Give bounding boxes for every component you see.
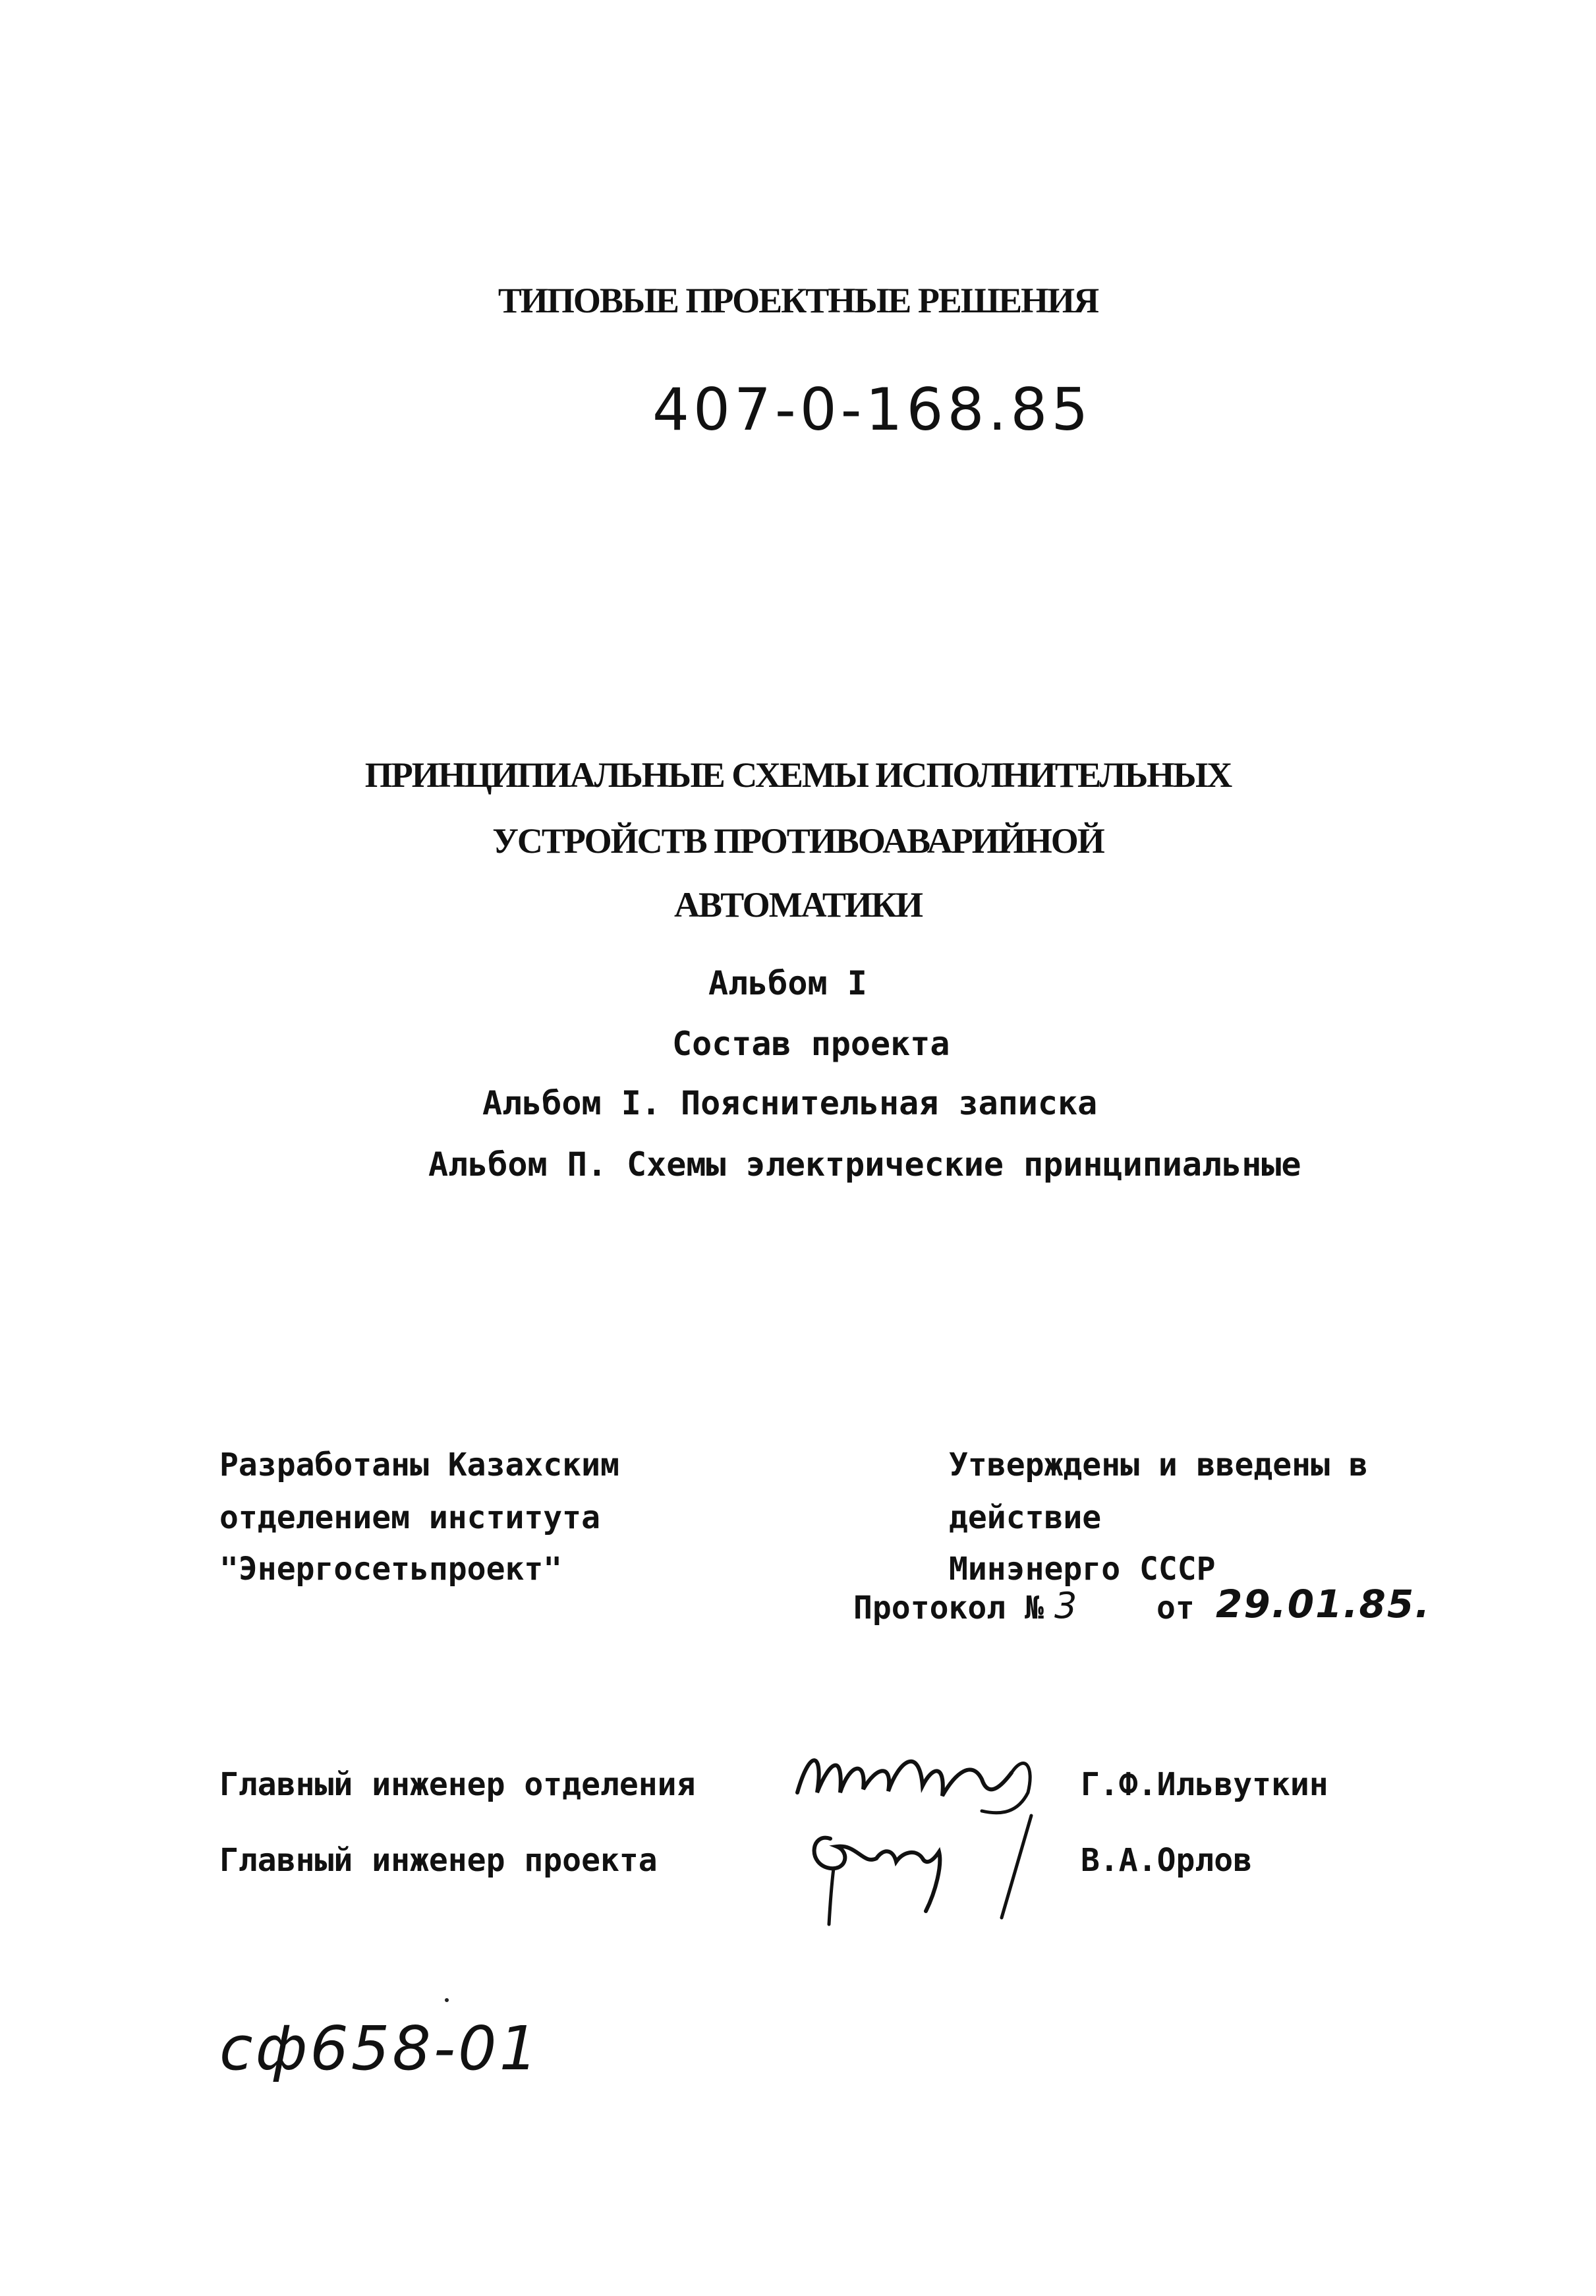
signature-slash [1002, 1816, 1031, 1918]
series-title: ТИПОВЫЕ ПРОЕКТНЫЕ РЕШЕНИЯ [498, 281, 1098, 320]
title-line-1: ПРИНЦИПИАЛЬНЫЕ СХЕМЫ ИСПОЛНИТЕЛЬНЫХ [364, 755, 1232, 795]
archive-number: сф658-01 [219, 2013, 541, 2084]
role-chief-engineer-project: Главный инженер проекта [219, 1842, 658, 1879]
developer-line-1: Разработаны Казахским [219, 1447, 619, 1483]
composition-heading: Состав проекта [672, 1025, 950, 1063]
project-code: 407-0-168.85 [652, 376, 1093, 444]
composition-item-2: Альбом П. Схемы электрические принципиальные [428, 1145, 1301, 1184]
title-line-2: УСТРОЙСТВ ПРОТИВОАВАРИЙНОЙ [492, 821, 1104, 861]
person-1: Г.Ф.Ильвуткин [1081, 1766, 1328, 1803]
protocol-number: 3 [1054, 1585, 1077, 1626]
person-2: В.А.Орлов [1081, 1842, 1253, 1879]
protocol-date: 29.01.85. [1216, 1582, 1431, 1626]
approval-line-3: Минэнерго СССР [949, 1551, 1216, 1588]
developer-line-2: отделением института [219, 1499, 600, 1536]
approval-line-2: действие [949, 1499, 1102, 1536]
protocol-label: Протокол № [853, 1590, 1044, 1626]
ink-dot [445, 1998, 449, 2002]
signature-1 [797, 1760, 1012, 1796]
composition-item-1: Альбом I. Пояснительная записка [482, 1084, 1098, 1122]
developer-line-3: "Энергосетьпроект" [219, 1551, 563, 1588]
role-chief-engineer-department: Главный инженер отделения [219, 1766, 696, 1803]
title-line-3: АВТОМАТИКИ [673, 885, 922, 925]
handwritten-signatures [784, 1733, 1100, 1931]
protocol-from-label: от [1156, 1590, 1195, 1626]
album-label: Альбом I [708, 964, 867, 1002]
signature-2-tail [829, 1868, 834, 1924]
approval-line-1: Утверждены и введены в [949, 1447, 1368, 1483]
